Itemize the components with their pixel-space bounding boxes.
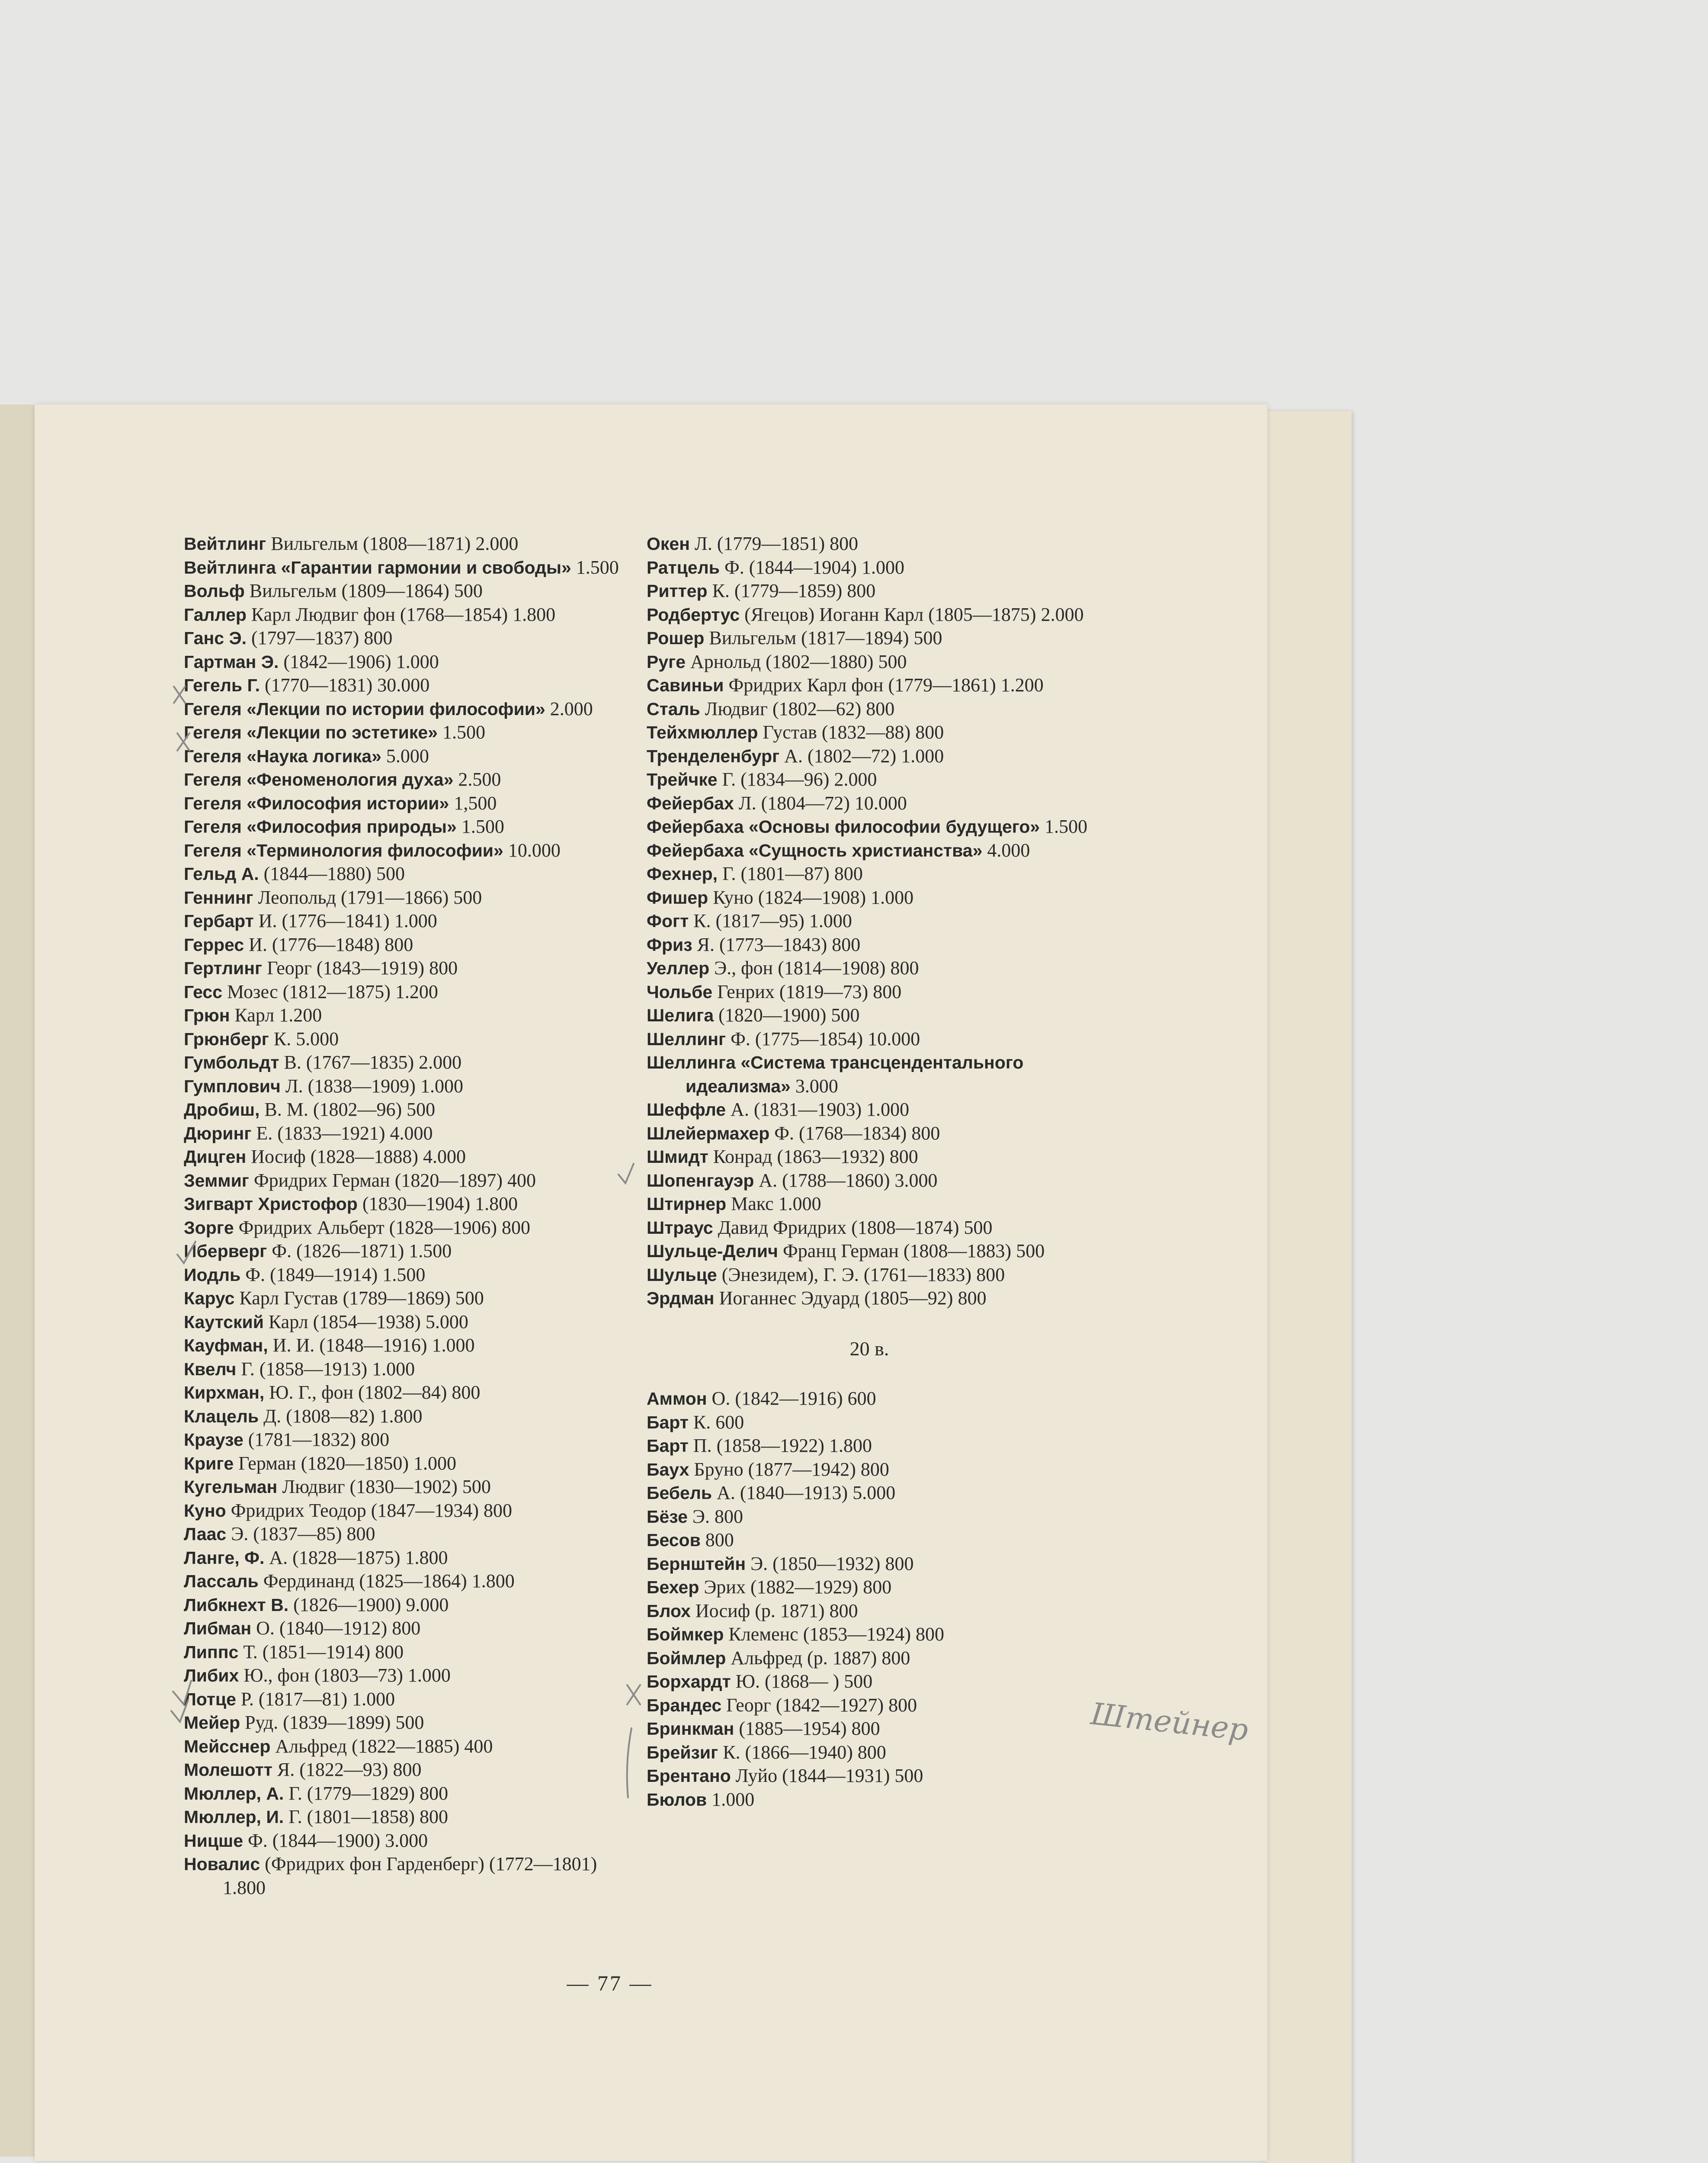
entry-details: (1830—1904) 1.800 bbox=[357, 1193, 518, 1214]
entry-name: Ланге, Ф. bbox=[184, 1547, 265, 1568]
entry-name: Гегеля «Лекции по истории философии» bbox=[184, 699, 545, 719]
entry-details: (1770—1831) 30.000 bbox=[260, 674, 430, 696]
entry-name: Лассаль bbox=[184, 1571, 259, 1591]
entry-name: Кирхман, bbox=[184, 1383, 265, 1402]
entry-details: (1820—1900) 500 bbox=[714, 1004, 860, 1026]
entry-name: Зигварт Христофор bbox=[184, 1194, 358, 1214]
entry-name: Лотце bbox=[184, 1689, 236, 1709]
pencil-annotations bbox=[35, 404, 1267, 2161]
entry-details: Г. (1801—1858) 800 bbox=[284, 1806, 448, 1827]
entry-details: Карл Густав (1789—1869) 500 bbox=[234, 1287, 484, 1309]
entry-details: Э. 800 bbox=[687, 1505, 743, 1527]
entry-name: Штраус bbox=[647, 1217, 713, 1238]
entry-name: Тренделенбург bbox=[647, 746, 780, 766]
entry-details: Ф. (1844—1904) 1.000 bbox=[719, 556, 905, 578]
entry-name: Молешотт bbox=[184, 1760, 272, 1780]
entry-name: Бёзе bbox=[647, 1506, 688, 1527]
entry-details: Руд. (1839—1899) 500 bbox=[240, 1712, 424, 1733]
entry-name: Баух bbox=[647, 1459, 689, 1479]
entry-details: Фридрих Альберт (1828—1906) 800 bbox=[234, 1216, 530, 1238]
entry-details: А. (1788—1860) 3.000 bbox=[754, 1169, 938, 1191]
entry-details: Ф. (1826—1871) 1.500 bbox=[267, 1240, 452, 1261]
entry-name: Гумбольдт bbox=[184, 1053, 279, 1072]
entry-details: Карл Людвиг фон (1768—1854) 1.800 bbox=[246, 603, 556, 625]
entry-name: Клацель bbox=[184, 1406, 259, 1426]
entry-details: 1.500 bbox=[571, 556, 619, 578]
entry-details: Д. (1808—82) 1.800 bbox=[259, 1405, 423, 1427]
entry-details: Мозес (1812—1875) 1.200 bbox=[222, 981, 438, 1002]
entry-name: Рошер bbox=[647, 628, 705, 648]
entry-name: Эрдман bbox=[647, 1288, 715, 1308]
entry-name: Бринкман bbox=[647, 1719, 734, 1739]
entry-name: Брандес bbox=[647, 1695, 722, 1715]
entry-name: Барт bbox=[647, 1412, 689, 1432]
entry-name: Гартман Э. bbox=[184, 651, 279, 672]
entry-name: Фриз bbox=[647, 934, 692, 955]
entry-details: Арнольд (1802—1880) 500 bbox=[686, 651, 907, 672]
entry-details: Вильгельм (1817—1894) 500 bbox=[704, 627, 942, 648]
entry-name: Кауфман, bbox=[184, 1335, 268, 1355]
entry-name: Гертлинг bbox=[184, 958, 263, 978]
entry-name: Ратцель bbox=[647, 557, 720, 578]
entry-details: Альфред (1822—1885) 400 bbox=[270, 1735, 493, 1757]
entry-details: Бруно (1877—1942) 800 bbox=[689, 1458, 889, 1480]
entry-name: Шелига bbox=[647, 1005, 714, 1025]
entry-details: О. (1842—1916) 600 bbox=[707, 1388, 876, 1409]
entry-details: К. (1817—95) 1.000 bbox=[689, 910, 852, 931]
entry-details: Фердинанд (1825—1864) 1.800 bbox=[258, 1570, 515, 1592]
entry-details: Франц Герман (1808—1883) 500 bbox=[778, 1240, 1045, 1261]
entry-details: (1885—1954) 800 bbox=[734, 1718, 880, 1739]
entry-details: 1.500 bbox=[437, 722, 485, 743]
entry-details: (Ягецов) Иоганн Карл (1805—1875) 2.000 bbox=[740, 603, 1084, 625]
entry-name: Уеллер bbox=[647, 958, 710, 978]
entry-name: Штирнер bbox=[647, 1194, 727, 1214]
entry-name: Гегель Г. bbox=[184, 675, 260, 695]
entry-name: Либкнехт В. bbox=[184, 1595, 289, 1615]
entry-details: Г. (1801—87) 800 bbox=[718, 863, 863, 884]
entry-name: Мюллер, И. bbox=[184, 1807, 284, 1827]
entry-details: (1826—1900) 9.000 bbox=[288, 1594, 449, 1615]
entry-details: Конрад (1863—1932) 800 bbox=[708, 1146, 918, 1167]
entry-name: Боймкер bbox=[647, 1624, 724, 1644]
entry-name: Руге bbox=[647, 651, 686, 672]
pencil-mark-icon bbox=[177, 733, 189, 751]
entry-name: Либман bbox=[184, 1618, 252, 1638]
entry-details: 3.000 bbox=[790, 1075, 838, 1097]
entry-name: Фишер bbox=[647, 887, 708, 908]
entry-details: (1842—1906) 1.000 bbox=[279, 651, 439, 672]
entry-details: (Фридрих фон Гарденберг) (1772—1801) 1.800 bbox=[223, 1853, 597, 1898]
entry-details: Э., фон (1814—1908) 800 bbox=[709, 957, 919, 979]
entry-name: Ницше bbox=[184, 1830, 243, 1851]
entry-details: 10.000 bbox=[503, 839, 561, 861]
entry-name: Лаас bbox=[184, 1524, 227, 1544]
entry-details: Герман (1820—1850) 1.000 bbox=[234, 1452, 457, 1474]
entry-details: Людвиг (1830—1902) 500 bbox=[277, 1476, 491, 1497]
entry-details: (Энезидем), Г. Э. (1761—1833) 800 bbox=[717, 1264, 1005, 1285]
entry-name: Вейтлинга «Гарантии гармонии и свободы» bbox=[184, 557, 571, 578]
pencil-mark-icon bbox=[174, 687, 185, 703]
entry-details: Т. (1851—1914) 800 bbox=[238, 1641, 404, 1662]
entry-details: И. (1776—1848) 800 bbox=[244, 934, 413, 955]
entry-details: Фридрих Теодор (1847—1934) 800 bbox=[226, 1499, 513, 1521]
entry-details: Ф. (1849—1914) 1.500 bbox=[240, 1264, 426, 1285]
entry-name: Гегеля «Философия истории» bbox=[184, 793, 449, 813]
entry-details: Макс 1.000 bbox=[726, 1193, 821, 1214]
entry-details: Георг (1842—1927) 800 bbox=[721, 1694, 917, 1716]
entry-name: Гесс bbox=[184, 982, 223, 1002]
entry-name: Куно bbox=[184, 1500, 226, 1521]
entry-name: Вейтлинг bbox=[184, 534, 266, 554]
entry-details: 2.000 bbox=[545, 698, 593, 719]
entry-details: П. (1858—1922) 1.800 bbox=[688, 1435, 872, 1456]
pencil-mark-icon bbox=[177, 1242, 195, 1263]
entry-name: Вольф bbox=[184, 581, 245, 601]
entry-name: Новалис bbox=[184, 1854, 260, 1874]
entry-name: Фейербаха «Основы философии будущего» bbox=[647, 817, 1040, 837]
entry-name: Мейсснер bbox=[184, 1736, 271, 1756]
entry-name: Гегеля «Лекции по эстетике» bbox=[184, 722, 438, 742]
entry-details: О. (1840—1912) 800 bbox=[251, 1617, 421, 1639]
entry-name: Дицген bbox=[184, 1147, 247, 1167]
entry-name: Кугельман bbox=[184, 1477, 278, 1497]
section-heading-20th-century: 20 в. bbox=[849, 1337, 889, 1360]
entry-name: Карус bbox=[184, 1288, 235, 1308]
entry-details: Карл (1854—1938) 5.000 bbox=[263, 1311, 468, 1332]
entry-details: Вильгельм (1809—1864) 500 bbox=[244, 580, 483, 601]
entry-name: Квелч bbox=[184, 1359, 237, 1379]
page-number: — 77 — bbox=[567, 1971, 653, 1995]
entry-name: Родбертус bbox=[647, 604, 740, 625]
pencil-mark-icon bbox=[171, 1700, 188, 1722]
entry-details: Иосиф (р. 1871) 800 bbox=[690, 1600, 858, 1621]
entry-name: Криге bbox=[184, 1453, 234, 1473]
entry-name: Грюнберг bbox=[184, 1029, 269, 1049]
entry-details: Куно (1824—1908) 1.000 bbox=[708, 886, 914, 908]
entry-name: Грюн bbox=[184, 1005, 230, 1025]
entry-details: Вильгельм (1808—1871) 2.000 bbox=[266, 533, 519, 554]
entry-details: Генрих (1819—73) 800 bbox=[712, 981, 902, 1002]
entry-details: К. 600 bbox=[688, 1411, 744, 1433]
entry-details: А. (1802—72) 1.000 bbox=[779, 745, 944, 767]
entry-details: 5.000 bbox=[381, 745, 429, 767]
entry-name: Брейзиг bbox=[647, 1742, 718, 1762]
entry-details: Ф. (1768—1834) 800 bbox=[769, 1122, 940, 1144]
entry-name: Иодль bbox=[184, 1264, 241, 1285]
entry-details: Ю., фон (1803—73) 1.000 bbox=[239, 1665, 451, 1686]
entry-details: К. (1779—1859) 800 bbox=[707, 580, 876, 601]
entry-name: Гегеля «Терминология философии» bbox=[184, 840, 503, 860]
page-back-sheet bbox=[1263, 411, 1352, 2163]
entry-name: Шеффле bbox=[647, 1100, 726, 1120]
entry-details: Э. (1837—85) 800 bbox=[226, 1523, 375, 1544]
entry-name: Дробиш, bbox=[184, 1100, 260, 1120]
previous-page-edge bbox=[0, 404, 35, 2157]
entry-details: 4.000 bbox=[982, 839, 1030, 861]
entry-details: Ф. (1844—1900) 3.000 bbox=[243, 1829, 428, 1851]
entry-details: К. (1866—1940) 800 bbox=[718, 1741, 886, 1763]
entry-details: Я. (1822—93) 800 bbox=[272, 1759, 422, 1780]
entry-name: Липпс bbox=[184, 1642, 239, 1662]
entry-name: Бесов bbox=[647, 1530, 701, 1550]
entry-details: Иосиф (1828—1888) 4.000 bbox=[246, 1146, 466, 1167]
entry-name: Гегеля «Наука логика» bbox=[184, 746, 381, 766]
entry-details: Давид Фридрих (1808—1874) 500 bbox=[713, 1216, 993, 1238]
entry-name: Трейчке bbox=[647, 770, 718, 789]
entry-details: Л. (1779—1851) 800 bbox=[689, 533, 859, 554]
entry-name: Бернштейн bbox=[647, 1553, 746, 1574]
entry-name: Шмидт bbox=[647, 1147, 708, 1167]
entry-details: В. М. (1802—96) 500 bbox=[260, 1099, 436, 1120]
entry-details: Г. (1779—1829) 800 bbox=[284, 1782, 449, 1804]
entry-name: Иберверг bbox=[184, 1241, 267, 1261]
entry-name: Гегеля «Феноменология духа» bbox=[184, 770, 454, 789]
entry-details: Э. (1850—1932) 800 bbox=[746, 1553, 914, 1574]
entry-details: И. И. (1848—1916) 1.000 bbox=[268, 1335, 475, 1356]
entry-details: Ф. (1775—1854) 10.000 bbox=[726, 1028, 920, 1049]
entry-details: Ю. Г., фон (1802—84) 800 bbox=[264, 1382, 481, 1403]
entry-details: Иоганнес Эдуард (1805—92) 800 bbox=[714, 1287, 987, 1309]
entry-name: Гегеля «Философия природы» bbox=[184, 817, 457, 837]
entry-details: Е. (1833—1921) 4.000 bbox=[251, 1122, 433, 1144]
entry-details: Георг (1843—1919) 800 bbox=[262, 957, 458, 979]
document-page bbox=[35, 404, 1267, 2161]
entry-name: Шеллинг bbox=[647, 1029, 726, 1049]
entry-details: К. 5.000 bbox=[269, 1028, 339, 1049]
pencil-mark-icon bbox=[618, 1164, 634, 1183]
entry-details: Фридрих Карл фон (1779—1861) 1.200 bbox=[724, 674, 1044, 696]
entry-details: Я. (1773—1843) 800 bbox=[692, 934, 861, 955]
entry-name: Блох bbox=[647, 1601, 691, 1621]
entry-name: Геннинг bbox=[184, 887, 253, 908]
entry-name: Чольбе bbox=[647, 982, 713, 1002]
entry-name: Брентано bbox=[647, 1766, 731, 1786]
entry-name: Шульце-Делич bbox=[647, 1241, 778, 1261]
pencil-bracket-icon bbox=[627, 1728, 631, 1797]
entry-details: И. (1776—1841) 1.000 bbox=[253, 910, 437, 931]
entry-name: Окен bbox=[647, 534, 690, 554]
entry-details: Л. (1838—1909) 1.000 bbox=[280, 1075, 463, 1097]
entry-name: Земмиг bbox=[184, 1170, 249, 1191]
entry-name: Мейер bbox=[184, 1713, 240, 1733]
entry-name: Савиньи bbox=[647, 675, 724, 695]
entry-details: А. (1831—1903) 1.000 bbox=[726, 1099, 910, 1120]
entry-details: Густав (1832—88) 800 bbox=[758, 722, 944, 743]
entry-name: Ганс Э. bbox=[184, 628, 247, 648]
entry-details: Л. (1804—72) 10.000 bbox=[734, 792, 907, 814]
entry-details: Г. (1834—96) 2.000 bbox=[717, 769, 877, 790]
entry-details: Клеменс (1853—1924) 800 bbox=[724, 1624, 945, 1645]
entry-details: 800 bbox=[700, 1529, 734, 1550]
entry-name: Тейхмюллер bbox=[647, 722, 758, 742]
entry-details: 1.000 bbox=[707, 1788, 755, 1810]
entry-name: Каутский bbox=[184, 1312, 264, 1332]
entry-details: Людвиг (1802—62) 800 bbox=[700, 698, 895, 719]
entry-name: Геррес bbox=[184, 934, 244, 955]
entry-details: Эрих (1882—1929) 800 bbox=[699, 1576, 892, 1598]
entry-details: В. (1767—1835) 2.000 bbox=[279, 1052, 462, 1073]
entry-details: Альфред (р. 1887) 800 bbox=[726, 1647, 910, 1669]
entry-details: (1781—1832) 800 bbox=[243, 1429, 390, 1450]
entry-details: Леопольд (1791—1866) 500 bbox=[253, 886, 482, 908]
entry-name: Фейербаха «Сущность христианства» bbox=[647, 840, 983, 860]
entry-details: 1.500 bbox=[456, 816, 504, 837]
entry-name: Либих bbox=[184, 1666, 239, 1685]
entry-name: Зорге bbox=[184, 1217, 234, 1238]
pencil-mark-icon bbox=[627, 1685, 640, 1704]
entry-name: Шеллинга «Система трансцендентального идеализма» bbox=[647, 1053, 1024, 1096]
entry-details: 1.500 bbox=[1040, 816, 1088, 837]
entry-details: А. (1840—1913) 5.000 bbox=[712, 1482, 896, 1503]
entry-name: Барт bbox=[647, 1436, 689, 1456]
entry-details: 2.500 bbox=[453, 769, 501, 790]
entry-name: Фогт bbox=[647, 911, 689, 931]
entry-name: Гербарт bbox=[184, 911, 254, 931]
entry-name: Гельд А. bbox=[184, 864, 259, 884]
entry-details: 1,500 bbox=[449, 792, 497, 814]
entry-name: Борхардт bbox=[647, 1672, 731, 1691]
entry-name: Мюллер, А. bbox=[184, 1783, 284, 1804]
pencil-handwritten-note: Штейнер bbox=[1089, 1696, 1250, 1748]
entry-details: Луйо (1844—1931) 500 bbox=[731, 1765, 923, 1786]
entry-name: Бехер bbox=[647, 1577, 699, 1597]
entry-name: Краузе bbox=[184, 1430, 244, 1450]
entry-name: Шлейермахер bbox=[647, 1123, 770, 1143]
entry-details: Г. (1858—1913) 1.000 bbox=[236, 1358, 415, 1380]
entry-name: Галлер bbox=[184, 604, 247, 625]
entry-details: Фридрих Герман (1820—1897) 400 bbox=[249, 1169, 536, 1191]
entry-name: Бебель bbox=[647, 1483, 712, 1503]
entry-name: Шульце bbox=[647, 1264, 717, 1285]
entry-details: (1797—1837) 800 bbox=[247, 627, 393, 648]
entry-name: Боймлер bbox=[647, 1648, 726, 1668]
entry-name: Сталь bbox=[647, 699, 700, 719]
entry-name: Дюринг bbox=[184, 1123, 252, 1143]
entry-name: Аммон bbox=[647, 1389, 707, 1409]
entry-name: Гумплович bbox=[184, 1076, 281, 1096]
entry-details: Карл 1.200 bbox=[230, 1004, 322, 1026]
entry-details: Р. (1817—81) 1.000 bbox=[236, 1688, 395, 1710]
entry-name: Фейербах bbox=[647, 793, 734, 813]
entry-details: А. (1828—1875) 1.800 bbox=[264, 1547, 448, 1568]
entry-name: Шопенгауэр bbox=[647, 1170, 754, 1191]
entry-details: Ю. (1868— ) 500 bbox=[731, 1671, 873, 1692]
entry-name: Риттер bbox=[647, 581, 708, 601]
entry-name: Фехнер, bbox=[647, 864, 718, 884]
entry-details: (1844—1880) 500 bbox=[259, 863, 405, 884]
entry-name: Бюлов bbox=[647, 1789, 707, 1810]
